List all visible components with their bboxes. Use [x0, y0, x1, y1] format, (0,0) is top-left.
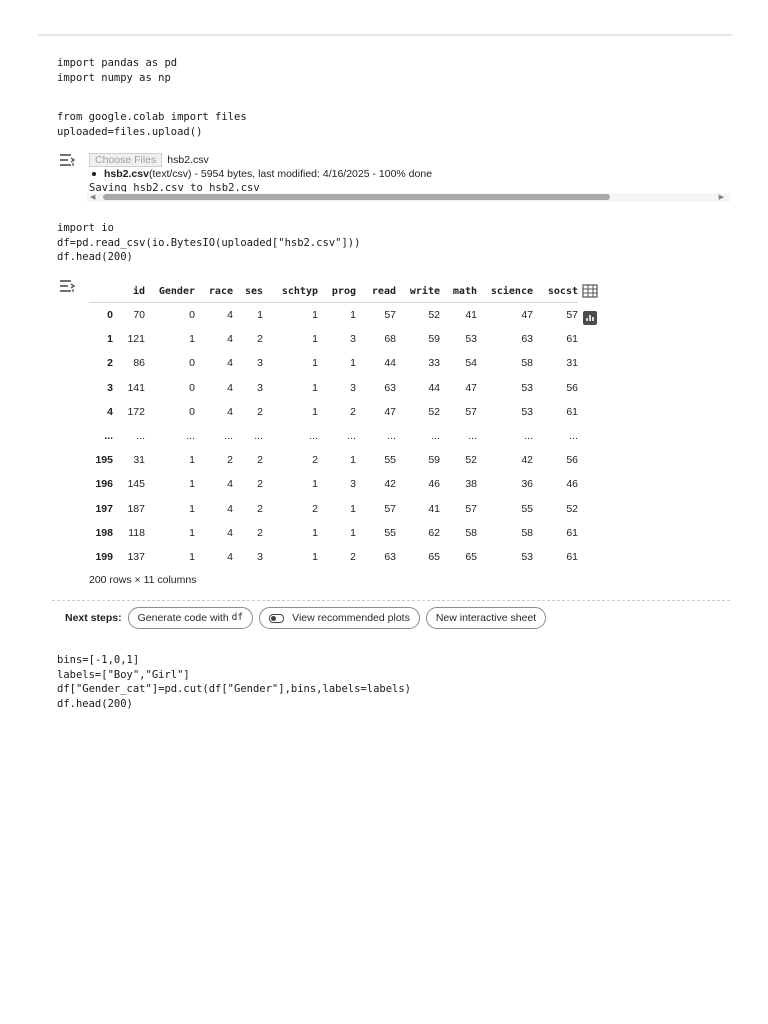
column-header	[89, 280, 113, 303]
table-cell: 1	[189, 526, 195, 539]
table-row	[89, 327, 578, 351]
code-cell-imports[interactable]: import pandas as pd import numpy as np	[57, 57, 178, 84]
table-row	[89, 424, 578, 448]
table-cell: 1	[257, 309, 263, 322]
bar-chart-icon[interactable]	[581, 309, 599, 327]
table-cell: 2	[227, 454, 233, 467]
table-cell: 1	[312, 405, 318, 418]
table-cell: 1	[189, 478, 195, 491]
table-cell: 58	[521, 357, 533, 370]
table-cell: 52	[566, 502, 578, 515]
table-row	[89, 497, 578, 521]
table-cell: 0	[189, 405, 195, 418]
table-cell: 0	[189, 381, 195, 394]
table-cell: 2	[350, 405, 356, 418]
table-cell: ...	[136, 430, 145, 443]
table-row	[89, 376, 578, 400]
table-cell: 4	[227, 381, 233, 394]
table-cell: ...	[254, 430, 263, 443]
table-cell: 4	[227, 333, 233, 346]
bullet	[92, 172, 96, 176]
table-cell: 4	[227, 502, 233, 515]
table-cell: 4	[227, 478, 233, 491]
table-row	[89, 472, 578, 496]
table-cell: 1	[312, 550, 318, 563]
column-header: write	[396, 280, 440, 303]
table-cell: 65	[465, 550, 477, 563]
table-cell: 1	[350, 454, 356, 467]
output-toggle-icon[interactable]	[59, 153, 77, 167]
table-cell: 2	[257, 478, 263, 491]
table-cell: 55	[521, 502, 533, 515]
column-header: Gender	[145, 280, 195, 303]
column-header: schtyp	[263, 280, 318, 303]
row-index: ...	[104, 430, 113, 443]
table-cell: 47	[465, 381, 477, 394]
table-row	[89, 521, 578, 545]
table-cell: 56	[566, 454, 578, 467]
table-cell: 36	[521, 478, 533, 491]
table-cell: 58	[521, 526, 533, 539]
table-cell: 3	[257, 550, 263, 563]
column-header: race	[195, 280, 233, 303]
table-cell: 0	[189, 309, 195, 322]
table-row	[89, 351, 578, 375]
table-cell: 61	[566, 526, 578, 539]
table-cell: 4	[227, 357, 233, 370]
table-cell: 44	[428, 381, 440, 394]
table-cell: 38	[465, 478, 477, 491]
table-cell: 55	[384, 454, 396, 467]
table-cell: 2	[257, 405, 263, 418]
column-header: id	[113, 280, 145, 303]
table-cell: 3	[350, 333, 356, 346]
table-cell: ...	[347, 430, 356, 443]
table-cell: 1	[312, 309, 318, 322]
output-toggle-icon[interactable]	[59, 279, 77, 293]
table-row	[89, 400, 578, 424]
next-steps-divider	[52, 600, 730, 601]
table-cell: 63	[384, 550, 396, 563]
scroll-left-arrow-icon[interactable]: ◀	[90, 194, 96, 201]
table-cell: 42	[384, 478, 396, 491]
row-index: 1	[107, 333, 113, 346]
code-cell-gender-cut[interactable]: bins=[-1,0,1] labels=["Boy","Girl"] df["Gender_cat"]=pd.cut(df["Gender"],bins,labels=labels) df.head(200)	[57, 654, 412, 710]
table-cell: 86	[133, 357, 145, 370]
table-cell: 172	[127, 405, 145, 418]
table-summary: 200 rows × 11 columns	[89, 574, 197, 586]
toggle-icon	[269, 614, 284, 623]
table-cell: 33	[428, 357, 440, 370]
choose-files-button[interactable]: Choose Files	[89, 153, 162, 167]
file-upload-widget	[89, 153, 209, 167]
table-toolbar	[581, 282, 599, 336]
code-cell-upload[interactable]: from google.colab import files uploaded=files.upload()	[57, 111, 247, 138]
table-header-row	[89, 280, 578, 303]
table-cell: 1	[189, 550, 195, 563]
table-cell: 62	[428, 526, 440, 539]
table-cell: 1	[312, 333, 318, 346]
next-steps-label: Next steps:	[65, 612, 122, 624]
row-index: 2	[107, 357, 113, 370]
table-cell: 44	[384, 357, 396, 370]
table-cell: 57	[384, 502, 396, 515]
table-cell: 2	[257, 333, 263, 346]
table-icon[interactable]	[581, 282, 599, 300]
table-cell: 53	[465, 333, 477, 346]
table-cell: 1	[312, 478, 318, 491]
table-cell: 121	[127, 333, 145, 346]
table-cell: 2	[350, 550, 356, 563]
generate-code-var: df	[231, 612, 244, 623]
row-index: 196	[95, 478, 113, 491]
table-cell: 46	[428, 478, 440, 491]
table-cell: 57	[566, 309, 578, 322]
recommended-plots-label: View recommended plots	[292, 612, 410, 624]
uploaded-file-details: (text/csv) - 5954 bytes, last modified: 4/16/2025 - 100% done	[148, 168, 433, 180]
table-cell: 1	[189, 502, 195, 515]
row-index: 195	[95, 454, 113, 467]
new-sheet-label: New interactive sheet	[435, 612, 537, 624]
table-cell: 1	[312, 381, 318, 394]
table-cell: 1	[312, 357, 318, 370]
table-cell: 65	[428, 550, 440, 563]
row-index: 0	[107, 309, 113, 322]
output-horizontal-scrollbar[interactable]	[87, 193, 730, 202]
generate-code-button[interactable]	[128, 607, 254, 629]
table-cell: 1	[189, 333, 195, 346]
table-cell: 3	[257, 381, 263, 394]
table-cell: 59	[428, 333, 440, 346]
chosen-file-name: hsb2.csv	[167, 154, 209, 166]
table-cell: 3	[350, 381, 356, 394]
table-cell: 47	[384, 405, 396, 418]
table-cell: 57	[465, 502, 477, 515]
table-cell: 1	[350, 526, 356, 539]
saving-message: Saving hsb2.csv to hsb2.csv	[89, 182, 260, 192]
column-header: prog	[318, 280, 356, 303]
table-cell: 1	[350, 357, 356, 370]
table-cell: 52	[428, 309, 440, 322]
table-cell: 187	[127, 502, 145, 515]
table-cell: 4	[227, 405, 233, 418]
table-cell: 2	[257, 526, 263, 539]
table-row	[89, 545, 578, 569]
table-cell: 61	[566, 333, 578, 346]
table-cell: 59	[428, 454, 440, 467]
uploaded-file-info	[92, 168, 432, 181]
table-cell: 1	[350, 502, 356, 515]
table-cell: ...	[524, 430, 533, 443]
table-cell: 56	[566, 381, 578, 394]
scroll-right-arrow-icon[interactable]: ▶	[718, 194, 724, 201]
table-cell: 2	[312, 454, 318, 467]
table-cell: ...	[431, 430, 440, 443]
column-header: ses	[233, 280, 263, 303]
table-row	[89, 303, 578, 328]
column-header: science	[477, 280, 533, 303]
generate-code-label: Generate code with	[137, 612, 229, 624]
table-cell: 2	[312, 502, 318, 515]
column-header: math	[440, 280, 477, 303]
table-cell: 63	[384, 381, 396, 394]
table-cell: ...	[569, 430, 578, 443]
table-cell: 52	[428, 405, 440, 418]
dataframe-table	[89, 280, 578, 569]
table-cell: 61	[566, 550, 578, 563]
new-interactive-sheet-button[interactable]	[426, 607, 546, 629]
table-cell: 47	[521, 309, 533, 322]
table-cell: 55	[384, 526, 396, 539]
table-cell: 70	[133, 309, 145, 322]
cell-divider	[38, 34, 732, 36]
table-cell: 4	[227, 550, 233, 563]
table-cell: ...	[387, 430, 396, 443]
table-cell: 1	[350, 309, 356, 322]
row-index: 3	[107, 381, 113, 394]
table-cell: 61	[566, 405, 578, 418]
view-recommended-plots-button[interactable]	[259, 607, 420, 629]
table-cell: 57	[465, 405, 477, 418]
row-index: 199	[95, 550, 113, 563]
table-cell: 2	[257, 502, 263, 515]
table-cell: ...	[309, 430, 318, 443]
table-cell: 145	[127, 478, 145, 491]
table-cell: 54	[465, 357, 477, 370]
table-cell: 2	[257, 454, 263, 467]
code-cell-read-csv[interactable]: import io df=pd.read_csv(io.BytesIO(uploaded["hsb2.csv"])) df.head(200)	[57, 222, 361, 263]
table-cell: 57	[384, 309, 396, 322]
table-cell: ...	[468, 430, 477, 443]
table-cell: 53	[521, 550, 533, 563]
row-index: 197	[95, 502, 113, 515]
next-steps-bar	[65, 607, 552, 629]
table-cell: 58	[465, 526, 477, 539]
table-cell: 3	[257, 357, 263, 370]
table-cell: 4	[227, 309, 233, 322]
row-index: 4	[107, 405, 113, 418]
uploaded-file-name: hsb2.csv	[104, 168, 149, 180]
table-cell: 31	[566, 357, 578, 370]
column-header: read	[356, 280, 396, 303]
table-cell: 41	[465, 309, 477, 322]
table-cell: 53	[521, 381, 533, 394]
table-cell: 118	[128, 526, 145, 539]
table-cell: ...	[224, 430, 233, 443]
table-cell: ...	[186, 430, 195, 443]
table-cell: 4	[227, 526, 233, 539]
table-cell: 53	[521, 405, 533, 418]
table-cell: 46	[566, 478, 578, 491]
row-index: 198	[95, 526, 113, 539]
table-cell: 137	[127, 550, 145, 563]
table-cell: 141	[127, 381, 145, 394]
table-cell: 63	[521, 333, 533, 346]
table-cell: 3	[350, 478, 356, 491]
table-cell: 68	[384, 333, 396, 346]
table-cell: 31	[133, 454, 145, 467]
table-cell: 52	[465, 454, 477, 467]
table-cell: 41	[428, 502, 440, 515]
table-row	[89, 448, 578, 472]
table-cell: 1	[189, 454, 195, 467]
table-cell: 1	[312, 526, 318, 539]
table-cell: 42	[521, 454, 533, 467]
scrollbar-thumb[interactable]	[103, 194, 610, 200]
table-cell: 0	[189, 357, 195, 370]
column-header: socst	[533, 280, 578, 303]
